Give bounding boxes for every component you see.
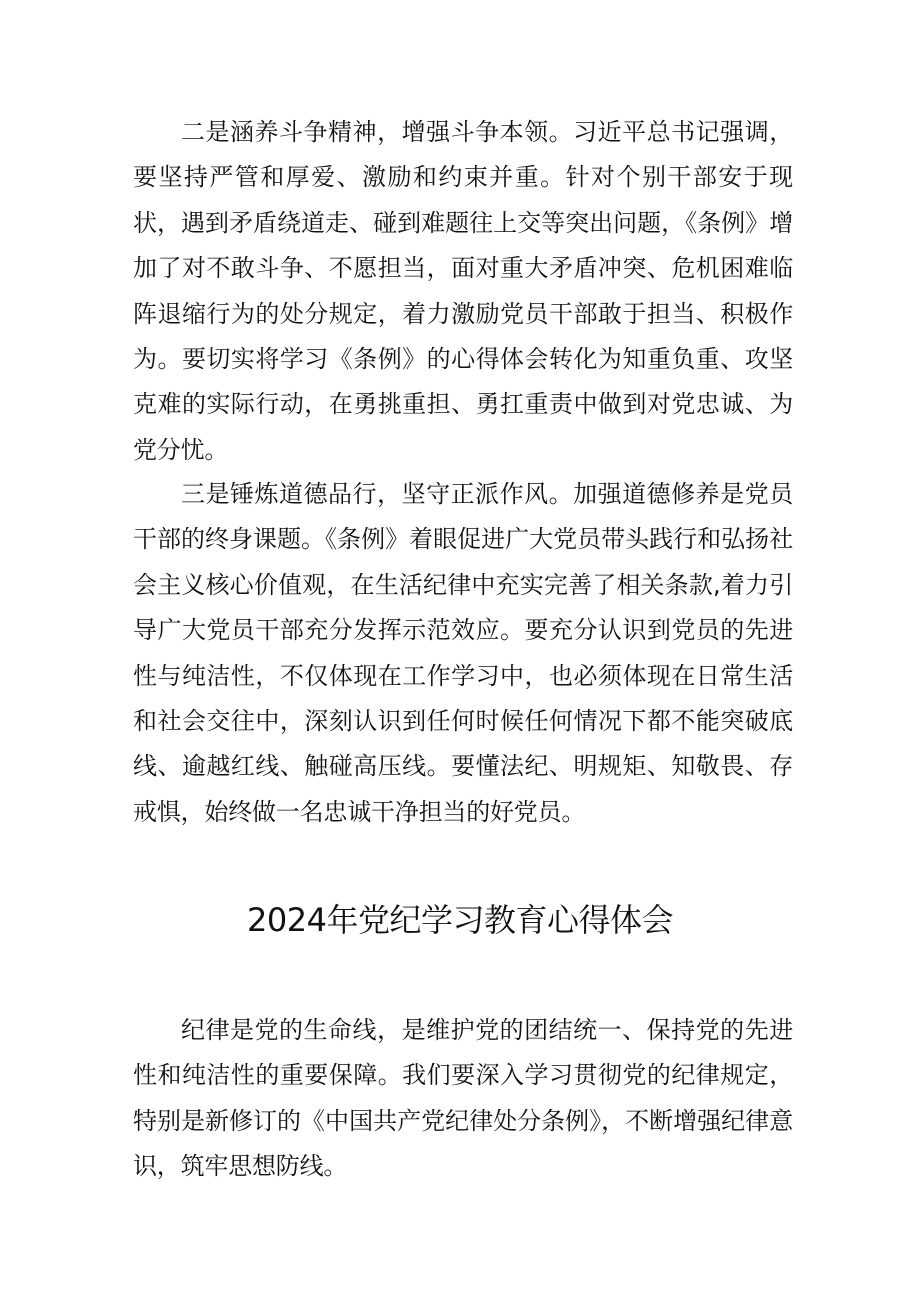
body-paragraph: 三是锤炼道德品行，坚守正派作风。加强道德修养是党员干部的终身课题。《条例》着眼促进广大党员带头践行和弘扬社会主义核心价值观，在生活纪律中充实完善了相关条款,着力引导广大党员干部充分发挥示范效应。要充分认识到党员的先进性与纯洁性，不仅体现在工作学习中，也必须体现在日常生活和社会交往中，深刻认识到任何时候任何情况下都不能突破底线、逾越红线、触碰高压线。要懂法纪、明规矩、知敬畏、存戒惧，始终做一名忠诚干净担当的好党员。 (133, 480, 793, 826)
body-paragraph: 二是涵养斗争精神，增强斗争本领。习近平总书记强调，要坚持严管和厚爱、激励和约束并重。针对个别干部安于现状，遇到矛盾绕道走、碰到难题往上交等突出问题，《条例》增加了对不敢斗争、不愿担当，面对重大矛盾冲突、危机困难临阵退缩行为的处分规定，着力激励党员干部敢于担当、积极作为。要切实将学习《条例》的心得体会转化为知重负重、攻坚克难的实际行动，在勇挑重担、勇扛重责中做到对党忠诚、为党分忧。 (133, 118, 793, 464)
section-title: 2024年党纪学习教育心得体会 (247, 901, 673, 939)
body-paragraph: 纪律是党的生命线，是维护党的团结统一、保持党的先进性和纯洁性的重要保障。我们要深入学习贯彻党的纪律规定，特别是新修订的《中国共产党纪律处分条例》，不断增强纪律意识，筑牢思想防线。 (133, 1016, 793, 1181)
